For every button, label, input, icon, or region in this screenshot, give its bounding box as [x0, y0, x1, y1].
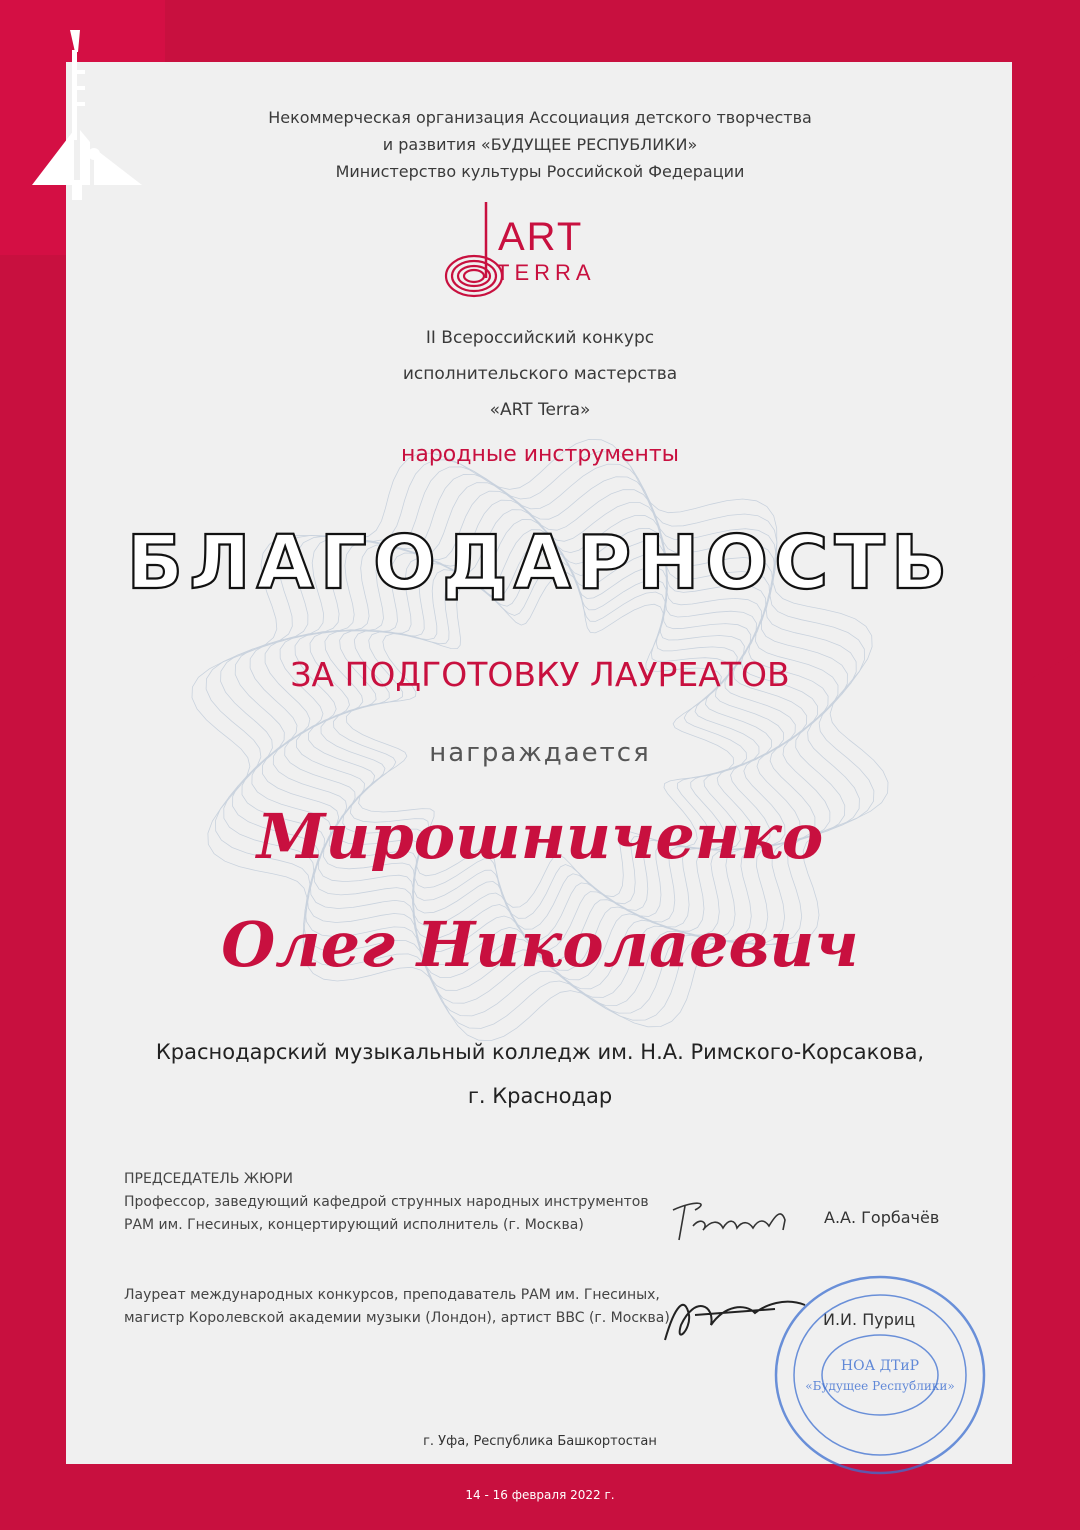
jury-member-desc-1: Лауреат международных конкурсов, преподаватель РАМ им. Гнесиных, — [124, 1287, 660, 1303]
stamp-center-line-2: «Будущее Республики» — [805, 1379, 955, 1393]
contest-info — [0, 320, 1080, 428]
organization-header — [0, 104, 1080, 185]
college-line-2: г. Краснодар — [467, 1084, 613, 1108]
org-line-1: Некоммерческая организация Ассоциация детского творчества — [268, 108, 812, 127]
jury-chair-title: ПРЕДСЕДАТЕЛЬ ЖЮРИ — [124, 1171, 293, 1187]
college-line-1: Краснодарский музыкальный колледж им. Н.А. Римского-Корсакова, — [155, 1040, 925, 1064]
jury-chair-desc-2: РАМ им. Гнесиных, концертирующий исполнитель (г. Москва) — [124, 1217, 584, 1233]
art-terra-logo — [438, 198, 628, 308]
member-name: И.И. Пуриц — [823, 1310, 916, 1329]
contest-category: народные инструменты — [400, 442, 680, 467]
recipient-surname: Мирошниченко — [256, 800, 824, 873]
stamp-center-line-1: НОА ДТиР — [840, 1358, 920, 1374]
org-line-3: Министерство культуры Российской Федерации — [335, 162, 745, 181]
jury-member-desc-2: магистр Королевской академии музыки (Лондон), артист BBC (г. Москва) — [124, 1310, 670, 1326]
recipient-institution — [0, 1030, 1080, 1118]
org-line-2: и развития «БУДУЩЕЕ РЕСПУБЛИКИ» — [382, 135, 698, 154]
contest-line-3: «ART Terra» — [489, 400, 591, 420]
certificate-subtitle: ЗА ПОДГОТОВКУ ЛАУРЕАТОВ — [290, 655, 790, 694]
recipient-given-names: Олег Николаевич — [221, 908, 859, 981]
event-city: г. Уфа, Республика Башкортостан — [423, 1434, 657, 1449]
logo-art-text: ART — [498, 215, 584, 259]
contest-line-2: исполнительского мастерства — [402, 364, 678, 384]
jury-member-block — [124, 1284, 670, 1330]
contest-line-1: II Всероссийский конкурс — [425, 328, 655, 348]
event-dates: 14 - 16 февраля 2022 г. — [465, 1488, 615, 1502]
jury-chair-block — [124, 1168, 649, 1237]
chair-name: А.А. Горбачёв — [824, 1208, 940, 1227]
jury-chair-desc-1: Профессор, заведующий кафедрой струнных народных инструментов — [124, 1194, 649, 1210]
awarded-label: награждается — [429, 738, 651, 768]
certificate-title: БЛАГОДАРНОСТЬ — [126, 520, 954, 606]
logo-terra-text: TERRA — [496, 260, 596, 285]
chair-signature — [665, 1190, 805, 1250]
